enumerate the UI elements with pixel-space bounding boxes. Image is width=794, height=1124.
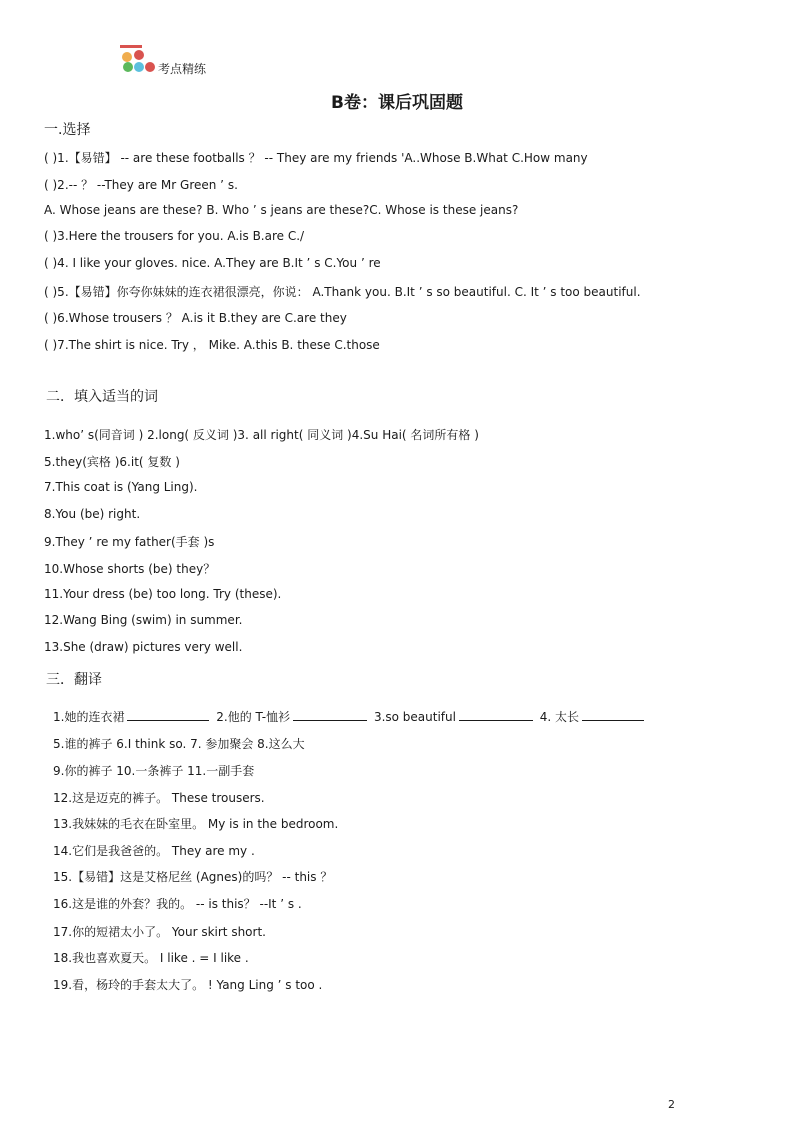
s2-item-7: 11.Your dress (be) too long. Try (these). xyxy=(44,587,282,601)
s2-item-5: 9.They ’ re my father(手套 )s xyxy=(44,535,215,549)
s3-item-14: 14.它们是我爸爸的。 They are my . xyxy=(53,844,255,858)
s3-item-5-8: 5.谁的裤子 6.I think so. 7. 参加聚会 8.这么大 xyxy=(53,737,305,751)
s3-item-16: 16.这是谁的外套？我的。 -- is this？ --It ’ s . xyxy=(53,897,302,911)
s1-item-1: ( )1.【易错】 -- are these footballs ？ -- They are my friends 'A..Whose B.What C.How many xyxy=(44,151,588,165)
answer-blank[interactable] xyxy=(127,710,209,721)
s2-item-1: 1.who’ s(同音词 ) 2.long( 反义词 )3. all right( 同义词 )4.Su Hai( 名词所有格 ) xyxy=(44,428,479,442)
publisher-logo xyxy=(118,45,158,75)
s1-item-5: ( )5.【易错】你夸你妹妹的连衣裙很漂亮，你说： A.Thank you. B.It ’ s so beautiful. C. It ’ s too beautiful. xyxy=(44,285,641,299)
s1-item-6: ( )6.Whose trousers ？ A.is it B.they are C.are they xyxy=(44,311,347,325)
section-1-heading: 一.选择 xyxy=(44,122,91,138)
logo-text: 考点精练 xyxy=(158,62,207,76)
s3-item-2: 2.他的 T-恤衫 xyxy=(216,710,291,724)
s3-item-15: 15.【易错】这是艾格尼丝 (Agnes)的吗？ -- this ？ xyxy=(53,870,333,884)
answer-blank[interactable] xyxy=(582,710,644,721)
s3-item-18: 18.我也喜欢夏天。 I like . = I like . xyxy=(53,951,249,965)
s1-item-7: ( )7.The shirt is nice. Try ， Mike. A.this B. these C.those xyxy=(44,338,380,352)
s3-item-9-11: 9.你的裤子 10.一条裤子 11.一副手套 xyxy=(53,764,255,778)
s3-item-12: 12.这是迈克的裤子。 These trousers. xyxy=(53,791,265,805)
s2-item-6: 10.Whose shorts (be) they？ xyxy=(44,562,216,576)
answer-blank[interactable] xyxy=(293,710,367,721)
answer-blank[interactable] xyxy=(459,710,533,721)
s3-item-17: 17.你的短裙太小了。 Your skirt short. xyxy=(53,925,266,939)
page-title: B卷：课后巩固题 xyxy=(331,93,463,113)
s1-item-4: ( )4. I like your gloves. nice. A.They are B.It ’ s C.You ’ re xyxy=(44,256,381,270)
page-number: 2 xyxy=(668,1098,675,1111)
section-2-heading: 二．填入适当的词 xyxy=(46,389,158,405)
s3-item-4: 4. 太长 xyxy=(539,710,580,724)
s3-item-19: 19.看，杨玲的手套太大了。 ! Yang Ling ’ s too . xyxy=(53,978,323,992)
s3-row-1 xyxy=(53,708,647,725)
s1-item-3: ( )3.Here the trousers for you. A.is B.are C./ xyxy=(44,229,305,243)
s1-item-2-options: A. Whose jeans are these? B. Who ’ s jeans are these?C. Whose is these jeans? xyxy=(44,203,519,217)
s2-item-2: 5.they(宾格 )6.it( 复数 ) xyxy=(44,455,180,469)
s2-item-4: 8.You (be) right. xyxy=(44,507,141,521)
section-3-heading: 三．翻译 xyxy=(46,672,102,688)
s2-item-8: 12.Wang Bing (swim) in summer. xyxy=(44,613,243,627)
s2-item-3: 7.This coat is (Yang Ling). xyxy=(44,480,198,494)
s3-item-3: 3.so beautiful xyxy=(373,710,456,724)
s3-item-1: 1.她的连衣裙 xyxy=(53,710,125,724)
s1-item-2: ( )2.-- ？ --They are Mr Green ’ s. xyxy=(44,178,238,192)
s2-item-9: 13.She (draw) pictures very well. xyxy=(44,640,243,654)
s3-item-13: 13.我妹妹的毛衣在卧室里。 My is in the bedroom. xyxy=(53,817,339,831)
